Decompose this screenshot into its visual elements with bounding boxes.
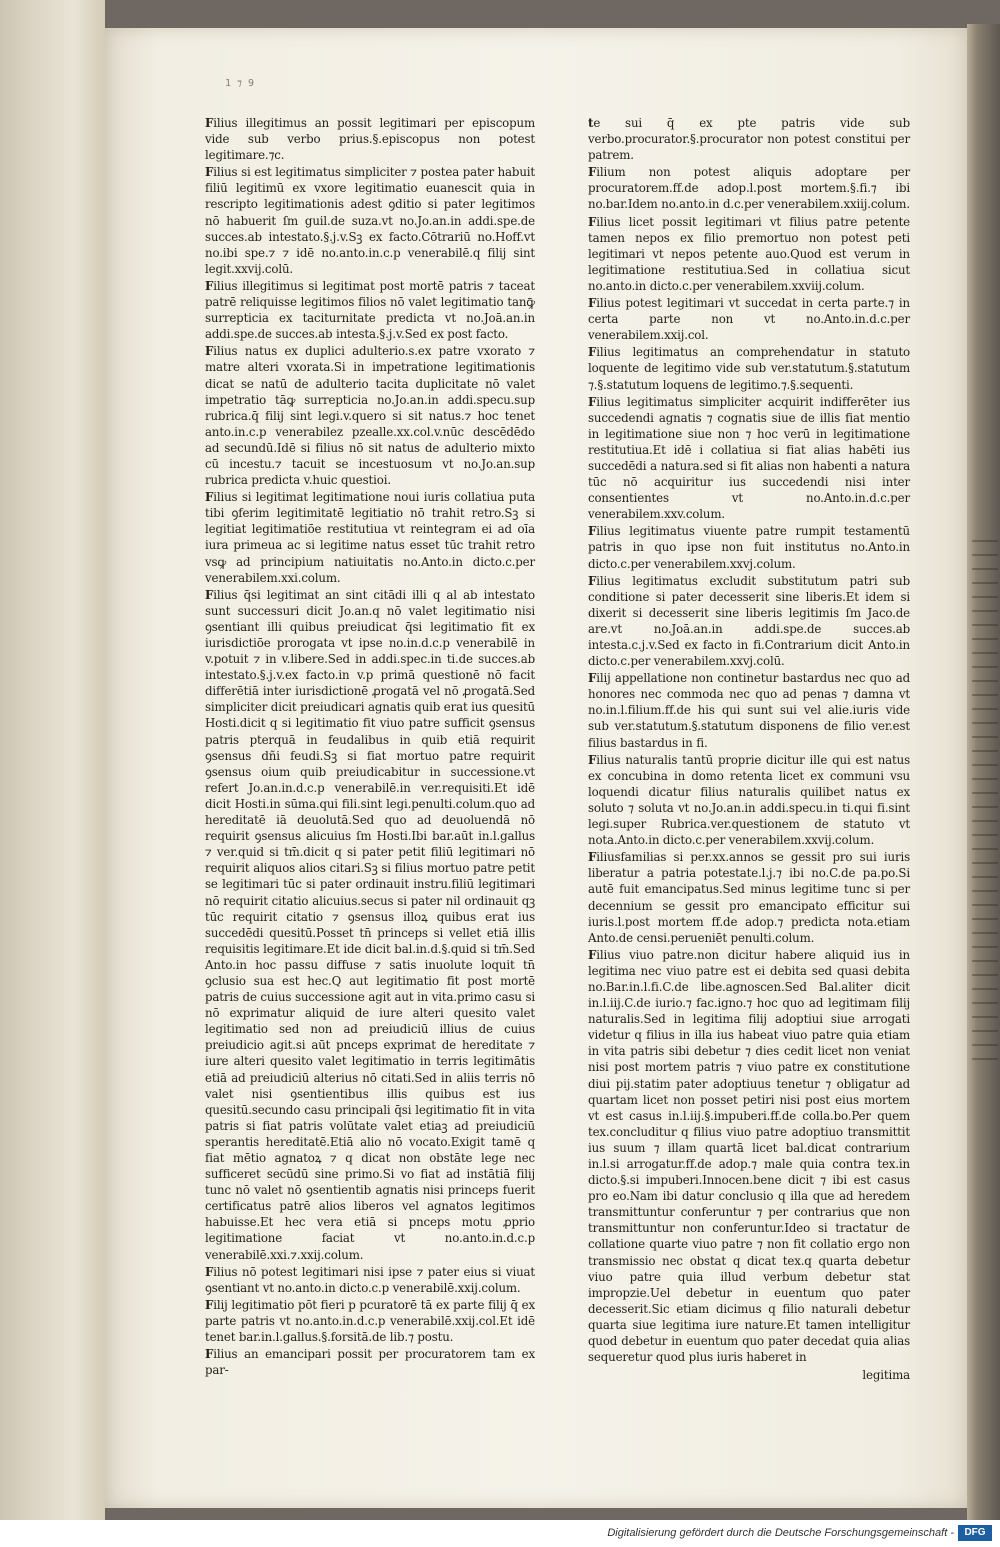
- index-entry: Filius potest legitimari vt succedat in certa parte.⁊ in certa parte non vt no.Anto.in.d.c.per venerabilem.xxij.col.: [588, 296, 910, 343]
- index-entry: Filius licet possit legitimari vt filius patre petente tamen nepos ex filio premortuo non potest peti legitimari vt nepos petente auo.Quod est verum in legitimatione restitutiua.Sed in collatiua sicut no.anto.in dicto.c.per venerabilem.xxviij.colum.: [588, 214, 910, 293]
- index-entry: Filij legitimatio pōt fieri p pcuratorē tā ex parte filij q̄ ex parte patris vt no.anto.in.d.c.p venerabilē.xxij.col.Et idē tenet bar.in.l.gallus.§.forsitā.de lib.⁊ postu.: [205, 1297, 535, 1345]
- left-text-column: [205, 115, 535, 1379]
- folio-mark: 1 ⁊ 9: [225, 78, 255, 89]
- index-entry: Filius si legitimat legitimatione noui iuris collatiua puta tibi ꝯferim legitimitatē legitiatio nō trahit retro.Sꝫ si legitiat legitimatiōe restitutiua vt reintegram ei ad oīa iura primeua ac si legitime natus esset tūc trahit retro vsꝙ ad principium natiuitatis no.Anto.in dicto.c.per venerabilem.xxi.colum.: [205, 490, 535, 585]
- index-entry: Filij appellatione non continetur bastardus nec quo ad honores nec commoda nec quo ad penas ⁊ damna vt no.in.l.filium.ff.de his qui sunt sui vel alie.iuris vide sub ver.statutum.§.statutum disponens de filio ver.est filius bastardus in fi.: [588, 671, 910, 750]
- footer-bar: [0, 1520, 1000, 1547]
- index-entry: Filius legitimatus simpliciter acquirit indifferēter ius succedendi agnatis ⁊ cognatis siue de illis fiat mentio in legitimatione siue non ⁊ hoc verū in legitimatione restitutiua.Et idē i collatiua si fiat alias habēti ius succedēdi a natura.sed si fit alias non habenti a natura tūc nō acquiritur ius succedendi nisi inter consentientes vt no.Anto.in.d.c.per venerabilem.xxv.colum.: [588, 394, 910, 522]
- funding-notice: Digitalisierung gefördert durch die Deutsche Forschungsgemeinschaft -: [607, 1527, 954, 1539]
- index-entry: Filiusfamilias si per.xx.annos se gessit pro sui iuris liberatur a patria potestate.l.j.⁊ ibi no.C.de pa.po.Si autē fuit emancipatus.Sed minus legitime tunc si per decennium se gessit pro emancipato efficitur sui iuris.l.post mortem ff.de adop.⁊ predicta nota.etiam Anto.de censi.perueniēt penulti.colum.: [588, 850, 910, 945]
- right-text-column: [588, 115, 910, 1383]
- index-entry: Filius legitimatus an comprehendatur in statuto loquente de legitimo vide sub ver.statutum.§.statutum ⁊.§.statutum loquens de legitimo.⁊.§.sequenti.: [588, 345, 910, 392]
- left-page-gutter: [0, 0, 105, 1520]
- index-entry: Filius viuo patre.non dicitur habere aliquid ius in legitima nec viuo patre est ei debita sed quasi debita no.Bar.in.l.fi.C.de libe.agnoscen.Sed Bal.aliter dicit in.l.iij.C.de iurio.⁊ fac.igno.⁊ hoc quo ad legitimam filij naturalis.Sed in legitima filij adoptiui siue arrogati videtur q filius in illa ius habeat viuo patre quia etiam in vita patris sibi debetur ⁊ dies cedit licet non veniat nisi post mortem patris ⁊ viuo patre ex constitutione diui pij.statim pater adoptiuus tenetur ⁊ obligatur ad quartam licet non posset petiri nisi post eius mortem vt est casus in.l.iij.§.impuberi.ff.de colla.bo.Per quem tex.concluditur q filius viuo patre adoptiuo transmittit ius suum ⁊ illam quartā licet bal.dicat contrarium in.l.si arrogatur.ff.de adop.⁊ male quia contra tex.in dicto.§.si impuberi.Innocen.bene dicit ⁊ ibi est casus pro eo.Nam ibi datur conclusio q illa que ad heredem transmittuntur conferuntur ⁊ per contrarius que non transmittuntur non conferuntur.Ideo si tractatur de collatione quarte viuo patre ⁊ non fit collatio ergo non transmissio nec obstat q dicat tex.q quarta debetur viuo patre quia illud verbum debetur stat impropzie.Uel debetur in euentum quo pater decesserit.Sic etiam dicimus q filio naturali debetur quarta siue legitima iure nature.Et tamen intelligitur quod debetur in euentum quo pater decedat quia alias sequeretur quod plus iuris haberet in: [588, 947, 910, 1365]
- index-entry: Filius q̄si legitimat an sint citādi illi q al ab intestato sunt successuri dicit Jo.an.q nō valet legitimatio nisi ꝯsentiant illi quibus preiudicat q̄si legitimatio fit ex iurisdictiōe prorogata vt ipse no.in.d.c.p venerabilē in v.potuit ⁊ in v.libere.Sed in addi.spec.in ti.de succes.ab intestato.§.j.v.ex facto.in v.p primā questionē nō facit differētiā inter iurisdictionē ꝓrogatā vel nō ꝓrogatā.Sed simpliciter dicit preiudicari agnatis quib erat ius quesitū Hosti.dicit q si legitimatio fit viuo patre sufficit ꝯsensus patris pterquā in feudalibus in quib etiā requirit ꝯsensus dñi feudi.Sꝫ si fiat mortuo patre requirit ꝯsensus oium quib preiudicabitur in successione.vt refert Jo.an.in.d.c.p venerabilē.in ver.requisiti.Et idē dicit Hosti.in sūma.qui fili.sint legi.penulti.colum.quo ad hereditatē iā deuolutā.Sed quo ad deuoluendā nō requirit ꝯsensus alicuius ſm Hosti.Ibi bar.aūt in.l.gallus ⁊ ver.quid si tm̄.dicit q si pater petit filiū legitimari nō requirit aliquos alios citari.Sꝫ si filius mortuo patre petit se legitimari tūc si pater ordinauit instru.filiū legitimari nō requirit citatio alicuius.secus si pater nil ordinauit qꝫ tūc requirit citatio ⁊ ꝯsensus illoꝝ quibus erat ius succedēdi quesitū.Posset tn̄ princeps si vellet etiā illis requisitis legitimare.Et ide dicit bal.in.d.§.quid si tm̄.Sed Anto.in hoc passu diffuse ⁊ satis inuolute loquit tn̄ ꝯclusio sua est hec.Q aut legitimatio fit post mortē patris de cuius successione agit aut in vita.primo casu si nō exprimatur aliquid de iure alteri quesito valet legitimatio sed non ad preiudiciū illius de cuius preiudicio agit.si aūt pnceps exprimat de hereditate ⁊ iure alteri quesito valet legitimatio in terris legitimātis etiā ad preiudiciū alterius nō citati.Sed in aliis terris nō valet nisi ꝯsentientibus illis quibus est ius quesitū.secundo casu principali q̄si legitimatio fit in vita patris si fiat patris volūtate valet etiaꝫ ad preiudiciū sperantis hereditatē.Etiā alio nō vocato.Exigit tamē q fiat mētio agnatoꝝ ⁊ q dicat non obstāte lege nec sufficeret secūdū sine primo.Si vo fiat ad instātiā filij tunc nō valet nō ꝯsentientib agnatis nisi princeps fuerit certificatus patrē alios liberos vel agnatos legitimos habuisse.Et hec vera etiā si pnceps motu ꝓprio legitimatione faciat vt no.anto.in.d.c.p venerabilē.xxi.⁊.xxij.colum.: [205, 587, 535, 1262]
- index-entry: Filius illegitimus si legitimat post mortē patris ⁊ taceat patrē reliquisse legitimos filios nō valet legitimatio tanꝙ̄ surrepticia ex taciturnitate predicta vt no.Joā.an.in addi.spe.de succes.ab intesta.§.j.v.Sed ex post facto.: [205, 278, 535, 342]
- index-entry: Filius nō potest legitimari nisi ipse ⁊ pater eius si viuat ꝯsentiant vt no.anto.in dicto.c.p venerabilē.xxij.colum.: [205, 1264, 535, 1295]
- adjacent-page-text-strip: [972, 540, 998, 1060]
- dfg-logo: DFG: [958, 1525, 992, 1541]
- index-entry: Filius illegitimus an possit legitimari per episcopum vide sub verbo prius.§.episcopus non potest legitimare.⁊c.: [205, 116, 535, 163]
- index-entry: Filius legitimatus viuente patre rumpit testamentū patris in quo ipse non fuit institutus no.Anto.in dicto.c.per venerabilem.xxvj.colum.: [588, 524, 910, 571]
- index-entry: Filius naturalis tantū proprie dicitur ille qui est natus ex concubina in domo retenta licet ex communi vsu loquendi dicatur filius naturalis quilibet natus ex soluto ⁊ soluta vt no.Jo.an.in addi.specu.in ti.qui fi.sint legi.super Rubrica.ver.questionem de statuto vt nota.Anto.in dicto.c.per venerabilem.xxvij.colum.: [588, 752, 910, 848]
- index-entry: Filius an emancipari possit per procuratorem tam ex par-: [205, 1347, 535, 1378]
- index-entry: Filium non potest aliquis adoptare per procuratorem.ff.de adop.l.post mortem.§.fi.⁊ ibi no.bar.Idem no.anto.in d.c.per venerabilem.xxiij.colum.: [588, 165, 910, 212]
- index-entry: te sui q̄ ex pte patris vide sub verbo.procurator.§.procurator non potest constitui per patrem.: [588, 116, 910, 163]
- index-entry: Filius legitimatus excludit substitutum patri sub conditione si pater decesserit sine liberis.Et idem si dixerit si decesserit sine liberis legitimis ſm Jaco.de are.vt no.Joā.an.in addi.spe.de succes.ab intesta.c.j.v.Sed ex facto in fi.Contrarium dicit Anto.in dicto.c.per venerabilem.xxvj.colū.: [588, 573, 910, 669]
- index-entry: Filius si est legitimatus simpliciter ⁊ postea pater habuit filiū legitimū ex vxore legitimatio euanescit quia in rescripto legitimationis adest ꝯditio si pater legitimos nō habuerit ſm guil.de suza.vt no.Jo.an.in addi.spe.de succes.ab intestato.§.j.v.Sꝫ ex facto.Cōtrariū no.Hoff.vt no.ibi spe.⁊ ⁊ idē no.anto.in.c.p venerabilē.q filij sint legit.xxvij.colū.: [205, 165, 535, 276]
- catchword: legitima: [862, 1368, 910, 1383]
- index-entry: Filius natus ex duplici adulterio.s.ex patre vxorato ⁊ matre alteri vxorata.Si in impetratione legitimationis dicat se natū de adulterio tacita duplicitate nō valet impetratio tāꝙ surrepticia no.Jo.an.in addi.specu.sup rubrica.q̄ filij sint legi.v.quero si sit natus.⁊ hoc tenet anto.in.c.p venerabilez pzealle.xx.col.v.nūc descēdēdo ad secundū.Idē si filius nō sit natus de adulterio mixto cū incestu.⁊ tacuit se incestuosum vt no.Jo.an.sup rubrica predicta v.huic questioi.: [205, 344, 535, 488]
